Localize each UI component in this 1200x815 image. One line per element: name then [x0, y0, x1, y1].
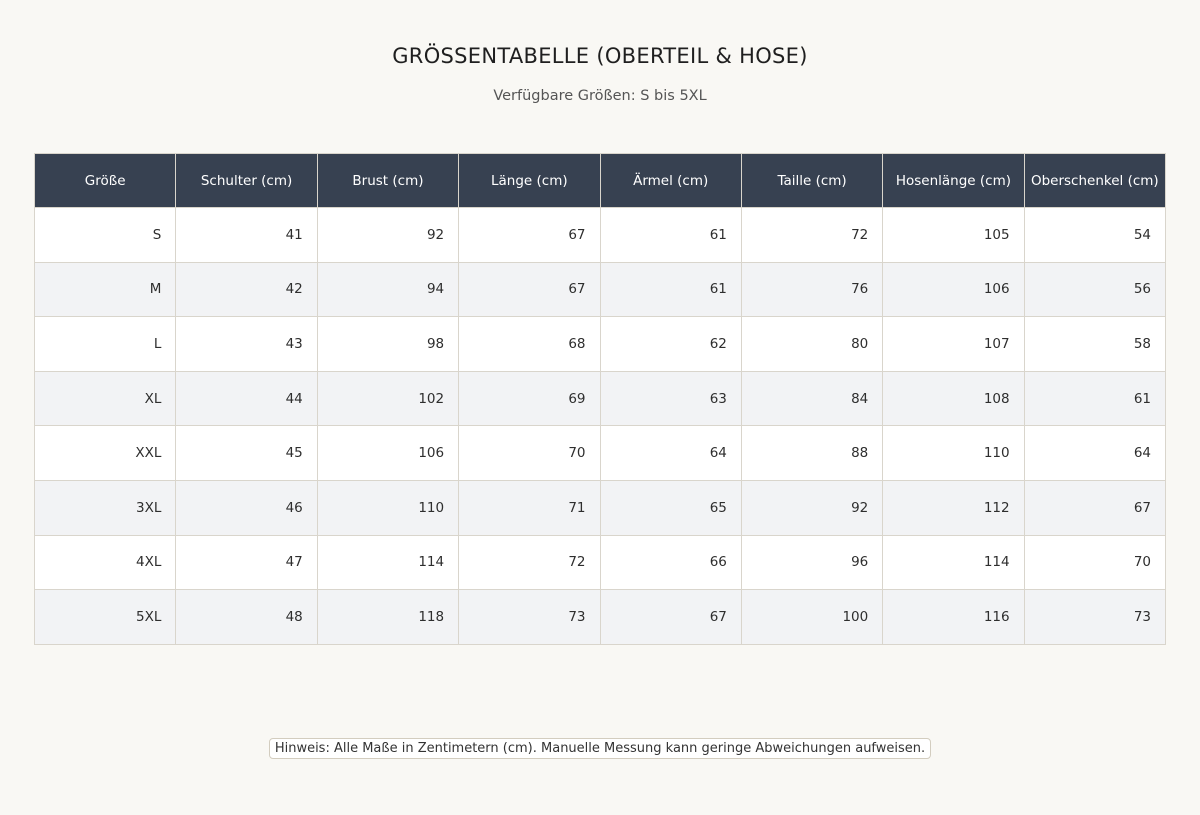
cell-thigh: 73 — [1024, 590, 1165, 645]
cell-sleeve: 65 — [600, 480, 741, 535]
measurement-note: Hinweis: Alle Maße in Zentimetern (cm). Manuelle Messung kann geringe Abweichungen aufweisen. — [269, 738, 931, 759]
table-row — [35, 262, 1166, 317]
cell-pants-length: 105 — [883, 208, 1024, 263]
cell-thigh: 54 — [1024, 208, 1165, 263]
cell-thigh: 64 — [1024, 426, 1165, 481]
cell-waist: 100 — [741, 590, 882, 645]
cell-waist: 88 — [741, 426, 882, 481]
cell-chest: 118 — [317, 590, 458, 645]
page-title: GRÖSSENTABELLE (OBERTEIL & HOSE) — [392, 44, 808, 68]
cell-pants-length: 108 — [883, 371, 1024, 426]
cell-sleeve: 61 — [600, 208, 741, 263]
cell-length: 69 — [459, 371, 600, 426]
note-container — [0, 737, 1200, 759]
cell-chest: 102 — [317, 371, 458, 426]
cell-size: 4XL — [35, 535, 176, 590]
cell-size: XXL — [35, 426, 176, 481]
cell-waist: 72 — [741, 208, 882, 263]
cell-shoulder: 44 — [176, 371, 317, 426]
cell-size: L — [35, 317, 176, 372]
cell-chest: 110 — [317, 480, 458, 535]
table-row — [35, 590, 1166, 645]
cell-pants-length: 106 — [883, 262, 1024, 317]
cell-length: 70 — [459, 426, 600, 481]
cell-shoulder: 47 — [176, 535, 317, 590]
table-row — [35, 535, 1166, 590]
cell-pants-length: 112 — [883, 480, 1024, 535]
cell-size: 3XL — [35, 480, 176, 535]
cell-sleeve: 66 — [600, 535, 741, 590]
cell-size: 5XL — [35, 590, 176, 645]
table-row — [35, 317, 1166, 372]
cell-waist: 84 — [741, 371, 882, 426]
cell-shoulder: 48 — [176, 590, 317, 645]
table-row — [35, 208, 1166, 263]
header-size: Größe — [35, 154, 176, 208]
page-subtitle: Verfügbare Größen: S bis 5XL — [493, 88, 707, 104]
cell-waist: 96 — [741, 535, 882, 590]
header-shoulder: Schulter (cm) — [176, 154, 317, 208]
table-row — [35, 426, 1166, 481]
cell-thigh: 70 — [1024, 535, 1165, 590]
cell-size: XL — [35, 371, 176, 426]
size-chart-table — [34, 153, 1166, 645]
cell-sleeve: 61 — [600, 262, 741, 317]
cell-length: 71 — [459, 480, 600, 535]
cell-chest: 106 — [317, 426, 458, 481]
cell-thigh: 58 — [1024, 317, 1165, 372]
cell-chest: 92 — [317, 208, 458, 263]
cell-sleeve: 67 — [600, 590, 741, 645]
table-row — [35, 371, 1166, 426]
cell-shoulder: 42 — [176, 262, 317, 317]
cell-size: M — [35, 262, 176, 317]
cell-pants-length: 116 — [883, 590, 1024, 645]
cell-sleeve: 62 — [600, 317, 741, 372]
header-thigh: Oberschenkel (cm) — [1024, 154, 1165, 208]
cell-shoulder: 46 — [176, 480, 317, 535]
cell-sleeve: 63 — [600, 371, 741, 426]
cell-shoulder: 43 — [176, 317, 317, 372]
cell-size: S — [35, 208, 176, 263]
cell-shoulder: 41 — [176, 208, 317, 263]
cell-thigh: 61 — [1024, 371, 1165, 426]
header-length: Länge (cm) — [459, 154, 600, 208]
cell-chest: 114 — [317, 535, 458, 590]
cell-pants-length: 114 — [883, 535, 1024, 590]
cell-pants-length: 107 — [883, 317, 1024, 372]
cell-thigh: 67 — [1024, 480, 1165, 535]
cell-waist: 80 — [741, 317, 882, 372]
cell-pants-length: 110 — [883, 426, 1024, 481]
cell-length: 72 — [459, 535, 600, 590]
cell-thigh: 56 — [1024, 262, 1165, 317]
table-row — [35, 480, 1166, 535]
header-chest: Brust (cm) — [317, 154, 458, 208]
cell-waist: 76 — [741, 262, 882, 317]
cell-waist: 92 — [741, 480, 882, 535]
cell-length: 68 — [459, 317, 600, 372]
cell-length: 67 — [459, 208, 600, 263]
cell-shoulder: 45 — [176, 426, 317, 481]
header-waist: Taille (cm) — [741, 154, 882, 208]
cell-length: 73 — [459, 590, 600, 645]
table-header-row — [35, 154, 1166, 208]
cell-length: 67 — [459, 262, 600, 317]
cell-chest: 98 — [317, 317, 458, 372]
cell-chest: 94 — [317, 262, 458, 317]
header-sleeve: Ärmel (cm) — [600, 154, 741, 208]
cell-sleeve: 64 — [600, 426, 741, 481]
header-pants-length: Hosenlänge (cm) — [883, 154, 1024, 208]
